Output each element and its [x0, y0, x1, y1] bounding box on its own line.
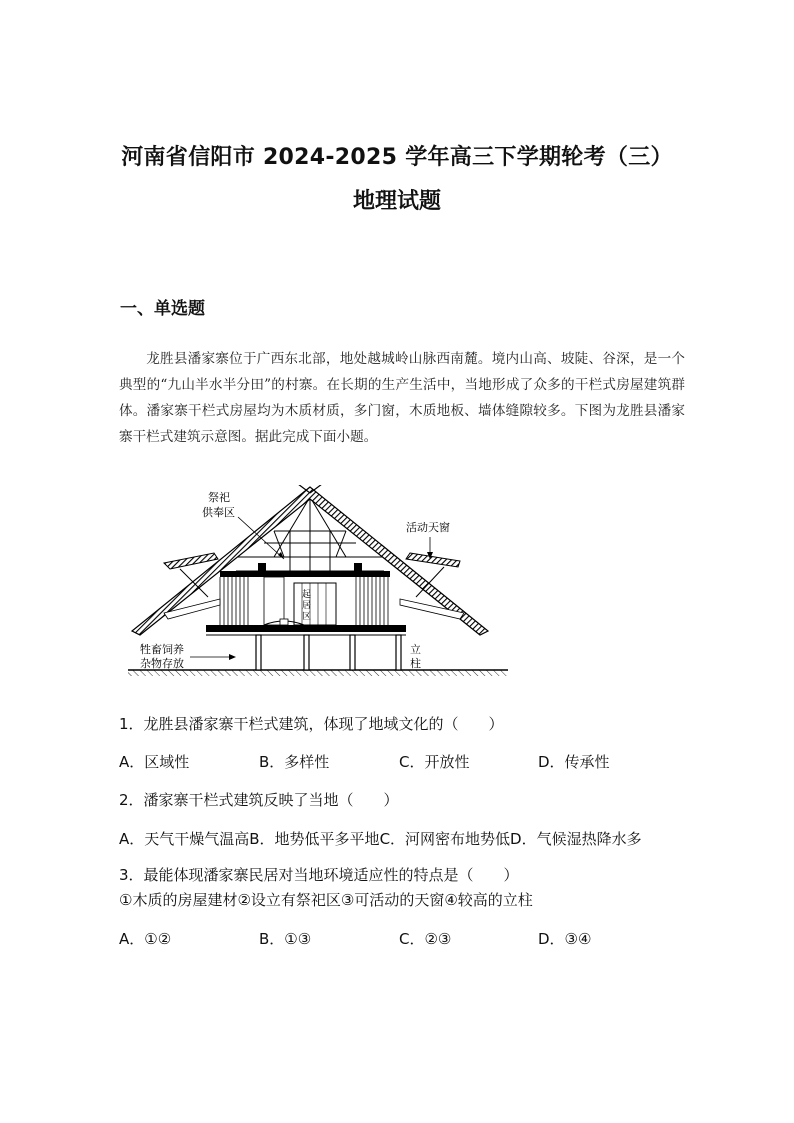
label-livestock-2: 杂物存放 [140, 657, 184, 670]
q3-option-b[interactable]: B．①③ [259, 930, 312, 948]
exam-subtitle: 地理试题 [352, 189, 441, 214]
label-shrine-1: 祭祀 [208, 491, 230, 504]
label-pillar-2: 柱 [410, 657, 421, 670]
reading-passage: 龙胜县潘家寨位于广西东北部，地处越城岭山脉西南麓。境内山高、坡陡、谷深，是一个典型的“九山半水半分田”的村寨。在长期的生产生活中，当地形成了众多的干栏式房屋建筑群体。潘家寨干栏式房屋均为木质材质，多门窗，木质地板、墙体缝隙较多。下图为龙胜县潘家寨干栏式建筑示意图。据此完成下面小题。 [119, 351, 685, 445]
q1-option-d[interactable]: D．传承性 [538, 753, 610, 771]
q1-option-a[interactable]: A．区域性 [119, 753, 190, 771]
label-living-1: 起 [302, 590, 312, 600]
q2-option-c[interactable]: C．河网密布地势低 [379, 830, 511, 848]
question-3-substem: ①木质的房屋建材②设立有祭祀区③可活动的天窗④较高的立柱 [119, 891, 533, 909]
q2-option-b[interactable]: B．地势低平多平地 [249, 830, 380, 848]
label-skylight: 活动天窗 [406, 521, 450, 534]
label-living-3: 区 [302, 612, 312, 622]
interior-partition [294, 583, 336, 625]
q3-option-a[interactable]: A．①② [119, 930, 172, 948]
q1-option-b[interactable]: B．多样性 [259, 753, 330, 771]
question-2-stem: 2．潘家寨干栏式建筑反映了当地（ ） [119, 791, 399, 809]
q1-option-c[interactable]: C．开放性 [399, 753, 470, 771]
stilt-pillars [256, 635, 401, 670]
skylight-awning-right [406, 553, 460, 567]
ground-hatch [128, 670, 508, 676]
floor-slab [206, 625, 406, 632]
label-livestock-1: 牲畜饲养 [140, 643, 184, 656]
section-heading: 一、单选题 [120, 299, 205, 319]
q2-option-a[interactable]: A．天气干燥气温高 [119, 830, 250, 848]
q2-option-d[interactable]: D．气候湿热降水多 [510, 830, 642, 848]
q3-option-d[interactable]: D．③④ [538, 930, 592, 948]
exam-title: 河南省信阳市 2024-2025 学年高三下学期轮考（三） [121, 145, 673, 170]
label-living-2: 居 [302, 601, 312, 611]
skylight-awning-left [164, 553, 218, 569]
stilt-house-diagram [124, 485, 516, 685]
label-pillar-1: 立 [410, 643, 421, 656]
q3-option-c[interactable]: C．②③ [399, 930, 452, 948]
question-2-options [119, 828, 642, 849]
label-shrine-2: 供奉区 [202, 506, 235, 519]
question-1-stem: 1．龙胜县潘家寨干栏式建筑，体现了地域文化的（ ） [119, 715, 504, 733]
question-3-stem: 3．最能体现潘家寨民居对当地环境适应性的特点是（ ） [119, 866, 519, 884]
